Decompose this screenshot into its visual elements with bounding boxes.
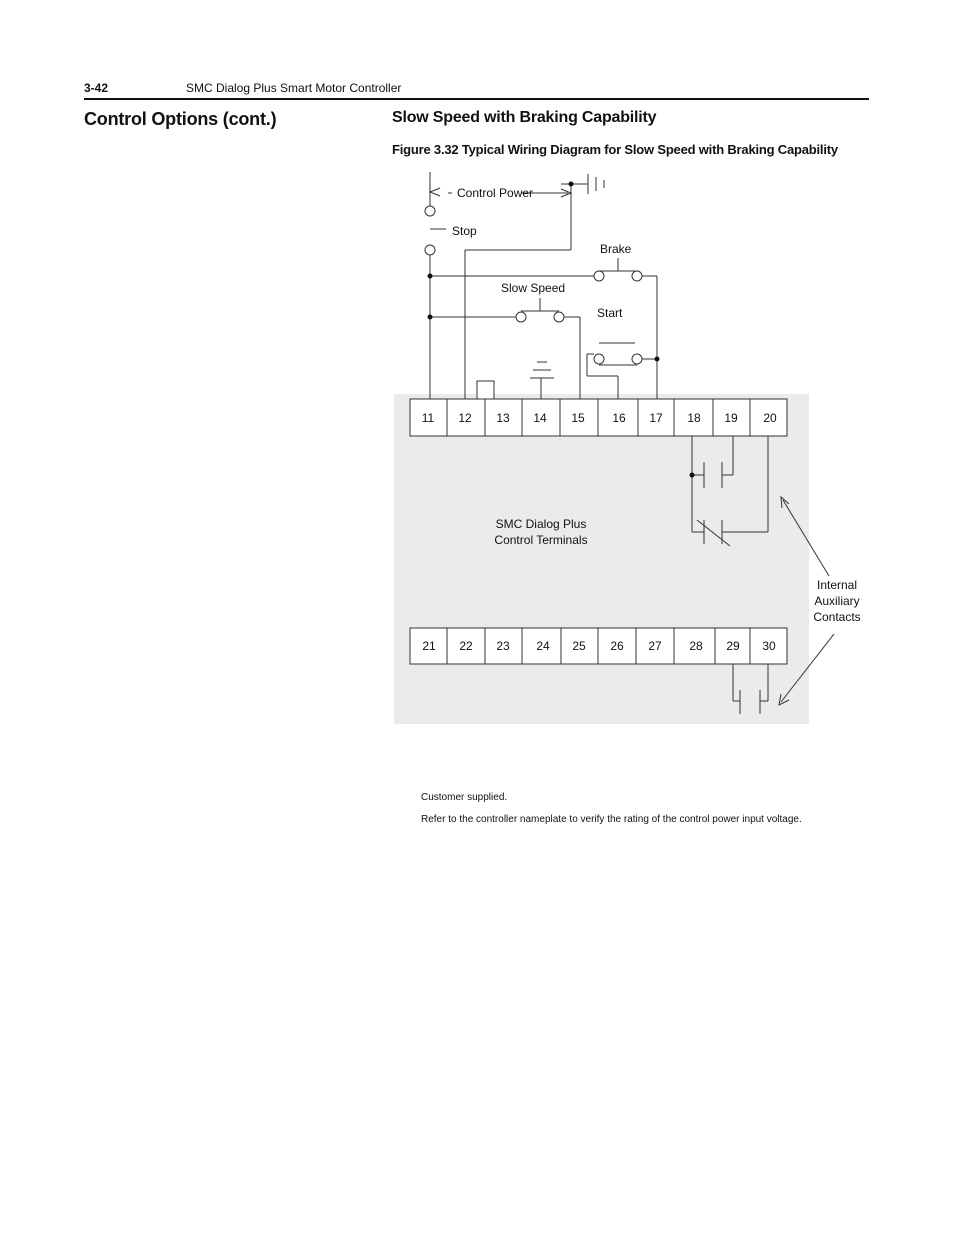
terminal-27: 27 bbox=[648, 639, 662, 653]
terminals-label-line1: SMC Dialog Plus bbox=[495, 517, 587, 531]
aux-label-line3: Contacts bbox=[813, 610, 861, 624]
section-heading: Control Options (cont.) bbox=[84, 109, 277, 129]
terminal-16: 16 bbox=[612, 411, 626, 425]
start-contact bbox=[587, 343, 657, 399]
brake-label: Brake bbox=[600, 242, 632, 256]
terminal-11: 11 bbox=[421, 411, 435, 425]
control-power-label: Control Power bbox=[457, 186, 534, 200]
terminal-21: 21 bbox=[422, 639, 436, 653]
terminal-25: 25 bbox=[572, 639, 586, 653]
terminal-22: 22 bbox=[459, 639, 473, 653]
junction-dot bbox=[428, 315, 433, 320]
terminals-panel bbox=[394, 394, 809, 724]
footnote-customer-supplied: Customer supplied. bbox=[421, 792, 508, 803]
junction-dot bbox=[569, 182, 574, 187]
slow-speed-contact bbox=[430, 298, 580, 399]
terminal-26: 26 bbox=[610, 639, 624, 653]
terminal-30: 30 bbox=[762, 639, 776, 653]
terminal-17: 17 bbox=[649, 411, 663, 425]
start-label: Start bbox=[597, 306, 623, 320]
page-number: 3-42 bbox=[84, 81, 109, 95]
terminal-13-jumper bbox=[477, 381, 494, 399]
stop-label: Stop bbox=[452, 224, 477, 238]
terminal-14-ground bbox=[530, 362, 554, 399]
terminal-13: 13 bbox=[496, 411, 510, 425]
junction-dot bbox=[428, 274, 433, 279]
terminal-12: 12 bbox=[458, 411, 472, 425]
aux-label-line2: Auxiliary bbox=[814, 594, 860, 608]
terminal-23: 23 bbox=[496, 639, 510, 653]
terminal-24: 24 bbox=[536, 639, 550, 653]
terminal-28: 28 bbox=[689, 639, 703, 653]
slow-speed-label: Slow Speed bbox=[501, 281, 566, 295]
junction-dot bbox=[655, 357, 660, 362]
terminal-15: 15 bbox=[571, 411, 585, 425]
terminal-29: 29 bbox=[726, 639, 740, 653]
running-title: SMC Dialog Plus Smart Motor Controller bbox=[186, 81, 402, 95]
terminal-14: 14 bbox=[533, 411, 547, 425]
aux-label-line1: Internal bbox=[816, 578, 858, 592]
terminal-19: 19 bbox=[724, 411, 738, 425]
terminals-label-line2: Control Terminals bbox=[494, 533, 588, 547]
footnote-control-power-rating: Refer to the controller nameplate to verify the rating of the control power input voltage. bbox=[421, 814, 802, 825]
terminal-20: 20 bbox=[763, 411, 777, 425]
terminal-18: 18 bbox=[687, 411, 701, 425]
figure-caption: Figure 3.32 Typical Wiring Diagram for Slow Speed with Braking Capability bbox=[392, 142, 838, 157]
sub-heading: Slow Speed with Braking Capability bbox=[392, 109, 657, 126]
junction-dot bbox=[690, 473, 695, 478]
